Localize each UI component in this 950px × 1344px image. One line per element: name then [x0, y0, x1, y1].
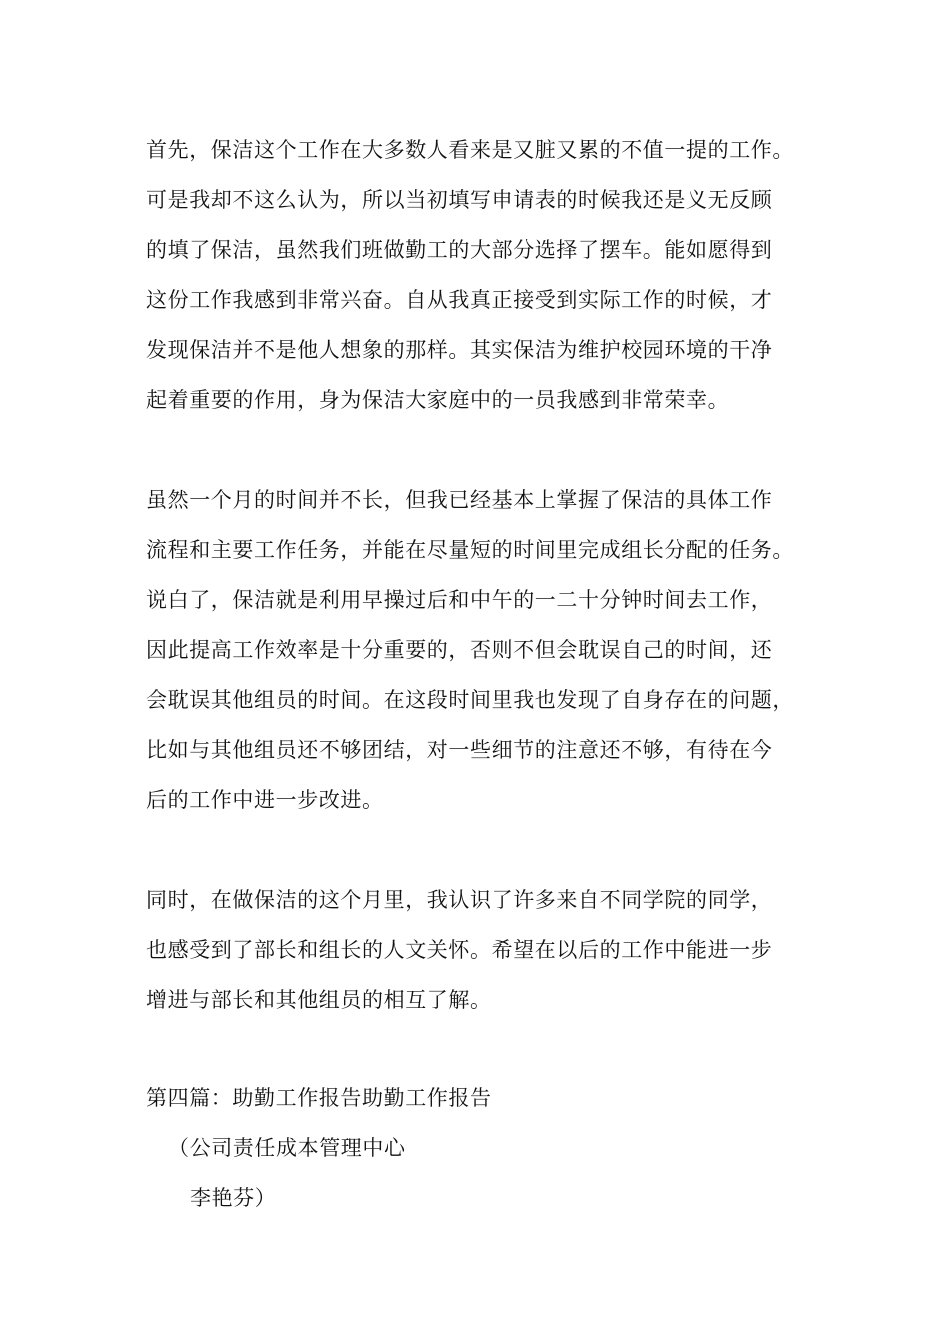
text-line: 这份工作我感到非常兴奋。自从我真正接受到实际工作的时候，才	[146, 288, 773, 312]
text-line: 后的工作中进一步改进。	[146, 788, 384, 812]
text-line: 会耽误其他组员的时间。在这段时间里我也发现了自身存在的问题，	[146, 688, 794, 712]
text-line: 因此提高工作效率是十分重要的，否则不但会耽误自己的时间，还	[146, 638, 773, 662]
text-line: 同时，在做保洁的这个月里，我认识了许多来自不同学院的同学，	[146, 888, 773, 912]
text-line: 增进与部长和其他组员的相互了解。	[146, 988, 492, 1012]
affiliation-line: （公司责任成本管理中心	[168, 1136, 406, 1160]
text-line: 可是我却不这么认为，所以当初填写申请表的时候我还是义无反顾	[146, 188, 773, 212]
text-line: 的填了保洁，虽然我们班做勤工的大部分选择了摆车。能如愿得到	[146, 238, 773, 262]
text-line: 比如与其他组员还不够团结，对一些细节的注意还不够，有待在今	[146, 738, 773, 762]
text-line: 说白了，保洁就是利用早操过后和中午的一二十分钟时间去工作，	[146, 588, 773, 612]
text-line: 发现保洁并不是他人想象的那样。其实保洁为维护校园环境的干净	[146, 338, 773, 362]
section-heading: 第四篇：助勤工作报告助勤工作报告	[146, 1086, 492, 1110]
text-line: 流程和主要工作任务，并能在尽量短的时间里完成组长分配的任务。	[146, 538, 794, 562]
text-line: 也感受到了部长和组长的人文关怀。希望在以后的工作中能进一步	[146, 938, 773, 962]
text-line: 虽然一个月的时间并不长，但我已经基本上掌握了保洁的具体工作	[146, 488, 773, 512]
text-line: 首先，保洁这个工作在大多数人看来是又脏又累的不值一提的工作。	[146, 138, 794, 162]
author-line: 李艳芬）	[190, 1186, 277, 1210]
text-line: 起着重要的作用，身为保洁大家庭中的一员我感到非常荣幸。	[146, 388, 730, 412]
